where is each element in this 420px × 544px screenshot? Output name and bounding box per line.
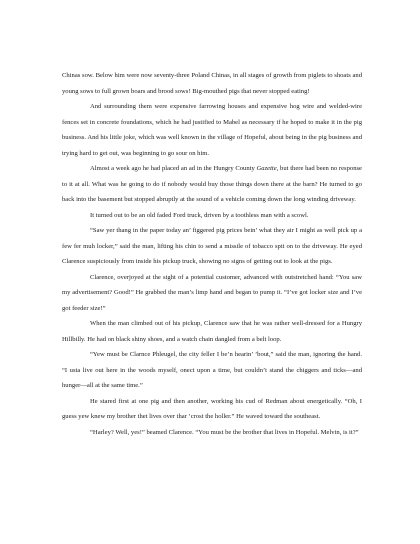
paragraph-5: “Saw yer thang in the paper today an’ figgered pig prices bein’ what they air I might as well pick up a few fer muh locker,” said the man, lifting his chin to send a missile of tobacco spit on to the driveway. He eyed Clarence suspiciously from inside his pickup truck, showing no signs of getting out to look at the pigs.	[62, 227, 362, 265]
paragraph-6: Clarence, overjoyed at the sight of a potential customer, advanced with outstretched hand: “You saw my advertisement? Good!” He grabbed the man’s limp hand and began to pump it. “I’ve got locker size and I’ve got feeder size!”	[62, 273, 362, 312]
paragraph-3-end: , but there had been no response to it at all. What was he going to do if nobody would buy those things down there at the barn? He turned to go back into the basement but stopped abruptly at the sound of a vehicle coming down the long winding driveway.	[62, 165, 362, 203]
paragraph-10: “Harley? Well, yes!” beamed Clarence. “You must be the brother that lives in Hopeful. Melvin, is it?”	[90, 428, 359, 436]
paragraph-1: Chinas sow. Below him were now seventy-three Poland Chinas, in all stages of growth from piglets to shoats and young sows to full grown boars and brood sows! Big-mouthed pigs that never stopped eating!	[62, 72, 362, 95]
body-text	[62, 68, 362, 440]
paragraph-2: And surrounding them were expensive farrowing houses and expensive hog wire and welded-wire fences set in concrete foundations, which he had justified to Mabel as necessary if he hoped to make it in the pig business. And his little joke, which was well known in the village of Hopeful, about being in the pig business and trying hard to get out, was beginning to go sour on him.	[62, 103, 362, 157]
paragraph-4: It turned out to be an old faded Ford truck, driven by a toothless man with a scowl.	[90, 211, 309, 219]
paragraph-8: “Yew must be Clarnce Phleugel, the city feller I be’n hearin’ ’bout,” said the man, ignoring the hand. “I usta live out here in the woods myself, onect upon a time, but couldn’t stand the chiggers and ticks—and hunger—all at the same time.”	[62, 351, 362, 389]
paragraph-7: When the man climbed out of his pickup, Clarence saw that he was rather well-dressed for a Hungry Hillbilly. He had on black shiny shoes, and a watch chain dangled from a belt loop.	[62, 320, 362, 343]
paragraph-9: He stared first at one pig and then another, working his cud of Redman about energetically. “Oh, I guess yew knew my brother thet lives over thar ’crost the holler.” He waved toward the southeast.	[62, 397, 362, 420]
paragraph-3-start: Almost a week ago he had placed an ad in the Hungry County	[90, 165, 257, 172]
paragraph-3	[62, 161, 362, 208]
newspaper-title: Gazette	[256, 165, 277, 172]
